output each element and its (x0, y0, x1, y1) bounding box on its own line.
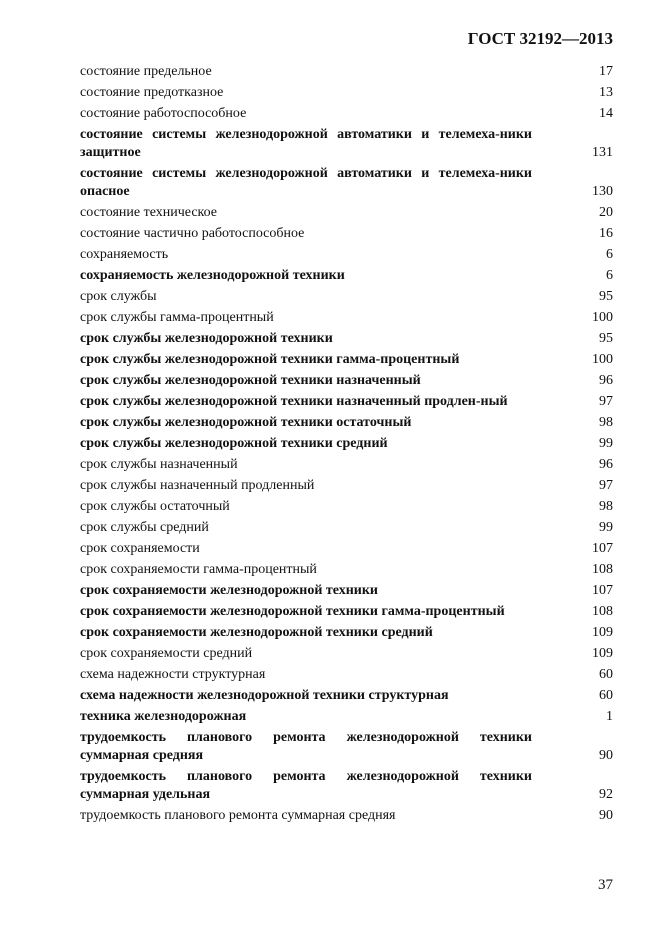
index-entry (80, 540, 613, 561)
index-page-ref: 16 (599, 226, 613, 241)
index-term: срок сохраняемости (80, 541, 200, 556)
index-term: состояние системы железнодорожной автоматики и телемеха-ники защитное (80, 127, 532, 160)
index-term: срок службы остаточный (80, 499, 230, 514)
index-page-ref: 131 (592, 145, 613, 160)
index-term: сохраняемость (80, 247, 169, 262)
index-entry (80, 807, 613, 828)
index-page-ref: 96 (599, 373, 613, 388)
index-entry (80, 393, 613, 414)
index-entry (80, 435, 613, 456)
index-page-ref: 17 (599, 64, 613, 79)
document-header-id: ГОСТ 32192—2013 (467, 29, 613, 48)
index-page-ref: 109 (592, 646, 613, 661)
index-term: срок службы железнодорожной техники (80, 331, 333, 346)
index-page-ref: 95 (599, 331, 613, 346)
index-entry (80, 456, 613, 477)
index-entry (80, 582, 613, 603)
index-term: срок службы назначенный (80, 457, 238, 472)
index-page-ref: 6 (606, 247, 613, 262)
index-page-ref: 90 (599, 808, 613, 823)
index-term: трудоемкость планового ремонта суммарная средняя (80, 808, 396, 823)
index-page-ref: 108 (592, 562, 613, 577)
index-entry (80, 624, 613, 645)
index-page-ref: 109 (592, 625, 613, 640)
index-term: срок сохраняемости средний (80, 646, 253, 661)
index-entry (80, 204, 613, 225)
index-term: техника железнодорожная (80, 709, 247, 724)
index-page-ref: 107 (592, 583, 613, 598)
index-page-ref: 98 (599, 499, 613, 514)
index-term: срок службы железнодорожной техники назначенный продлен-ный (80, 394, 508, 409)
index-term: состояние системы железнодорожной автоматики и телемеха-ники опасное (80, 166, 532, 199)
index-entry (80, 246, 613, 267)
index-term: срок сохраняемости железнодорожной техники гамма-процентный (80, 604, 505, 619)
index-term: схема надежности структурная (80, 667, 266, 682)
index-page-ref: 97 (599, 394, 613, 409)
index-page-ref: 99 (599, 436, 613, 451)
index-term: срок службы железнодорожной техники назначенный (80, 373, 421, 388)
index-page-ref: 6 (606, 268, 613, 283)
index-entry (80, 768, 613, 807)
index-page-ref: 100 (592, 310, 613, 325)
index-page-ref: 100 (592, 352, 613, 367)
index-entry (80, 561, 613, 582)
index-term: состояние предотказное (80, 85, 224, 100)
index-page-ref: 90 (599, 748, 613, 763)
index-page-ref: 99 (599, 520, 613, 535)
index-term: сохраняемость железнодорожной техники (80, 268, 345, 283)
index-term: срок сохраняемости железнодорожной техники средний (80, 625, 433, 640)
index-entry (80, 372, 613, 393)
index-page-ref: 108 (592, 604, 613, 619)
index-term: состояние техническое (80, 205, 218, 220)
index-entry (80, 126, 613, 165)
index-page-ref: 107 (592, 541, 613, 556)
index-entry (80, 603, 613, 624)
index-page-ref: 96 (599, 457, 613, 472)
index-entry (80, 708, 613, 729)
index-term: срок службы железнодорожной техники гамма-процентный (80, 352, 460, 367)
index-page-ref: 98 (599, 415, 613, 430)
index-page-ref: 95 (599, 289, 613, 304)
index-entry (80, 519, 613, 540)
index-entry (80, 351, 613, 372)
index-term: срок сохраняемости железнодорожной техники (80, 583, 378, 598)
index-entry (80, 84, 613, 105)
index-page-ref: 97 (599, 478, 613, 493)
index-entry (80, 309, 613, 330)
index-page-ref: 13 (599, 85, 613, 100)
index-entry (80, 63, 613, 84)
index-page-ref: 60 (599, 667, 613, 682)
index-page-ref: 60 (599, 688, 613, 703)
index-entry (80, 330, 613, 351)
index-page-ref: 130 (592, 184, 613, 199)
index-entry (80, 414, 613, 435)
index-entry (80, 666, 613, 687)
index-term: состояние предельное (80, 64, 212, 79)
index-entry (80, 165, 613, 204)
index-entry (80, 498, 613, 519)
index-term: срок службы железнодорожной техники средний (80, 436, 388, 451)
index-term: состояние работоспособное (80, 106, 247, 121)
index-term: трудоемкость планового ремонта железнодорожной техники суммарная средняя (80, 730, 532, 763)
index-entry (80, 729, 613, 768)
index-term: трудоемкость планового ремонта железнодорожной техники суммарная удельная (80, 769, 532, 802)
index-entry (80, 288, 613, 309)
index-entry (80, 225, 613, 246)
index-term: срок службы (80, 289, 157, 304)
index-term: состояние частично работоспособное (80, 226, 305, 241)
index-term: срок службы средний (80, 520, 209, 535)
index-term: срок сохраняемости гамма-процентный (80, 562, 317, 577)
index-entry (80, 105, 613, 126)
index-page-ref: 20 (599, 205, 613, 220)
index-page-ref: 92 (599, 787, 613, 802)
index-term: срок службы назначенный продленный (80, 478, 315, 493)
index-term: срок службы железнодорожной техники остаточный (80, 415, 412, 430)
index-list (80, 63, 613, 828)
page-number: 37 (598, 877, 613, 893)
index-page-ref: 14 (599, 106, 613, 121)
index-term: срок службы гамма-процентный (80, 310, 274, 325)
index-term: схема надежности железнодорожной техники структурная (80, 688, 449, 703)
index-page-ref: 1 (606, 709, 613, 724)
index-entry (80, 477, 613, 498)
index-entry (80, 267, 613, 288)
index-entry (80, 645, 613, 666)
index-entry (80, 687, 613, 708)
